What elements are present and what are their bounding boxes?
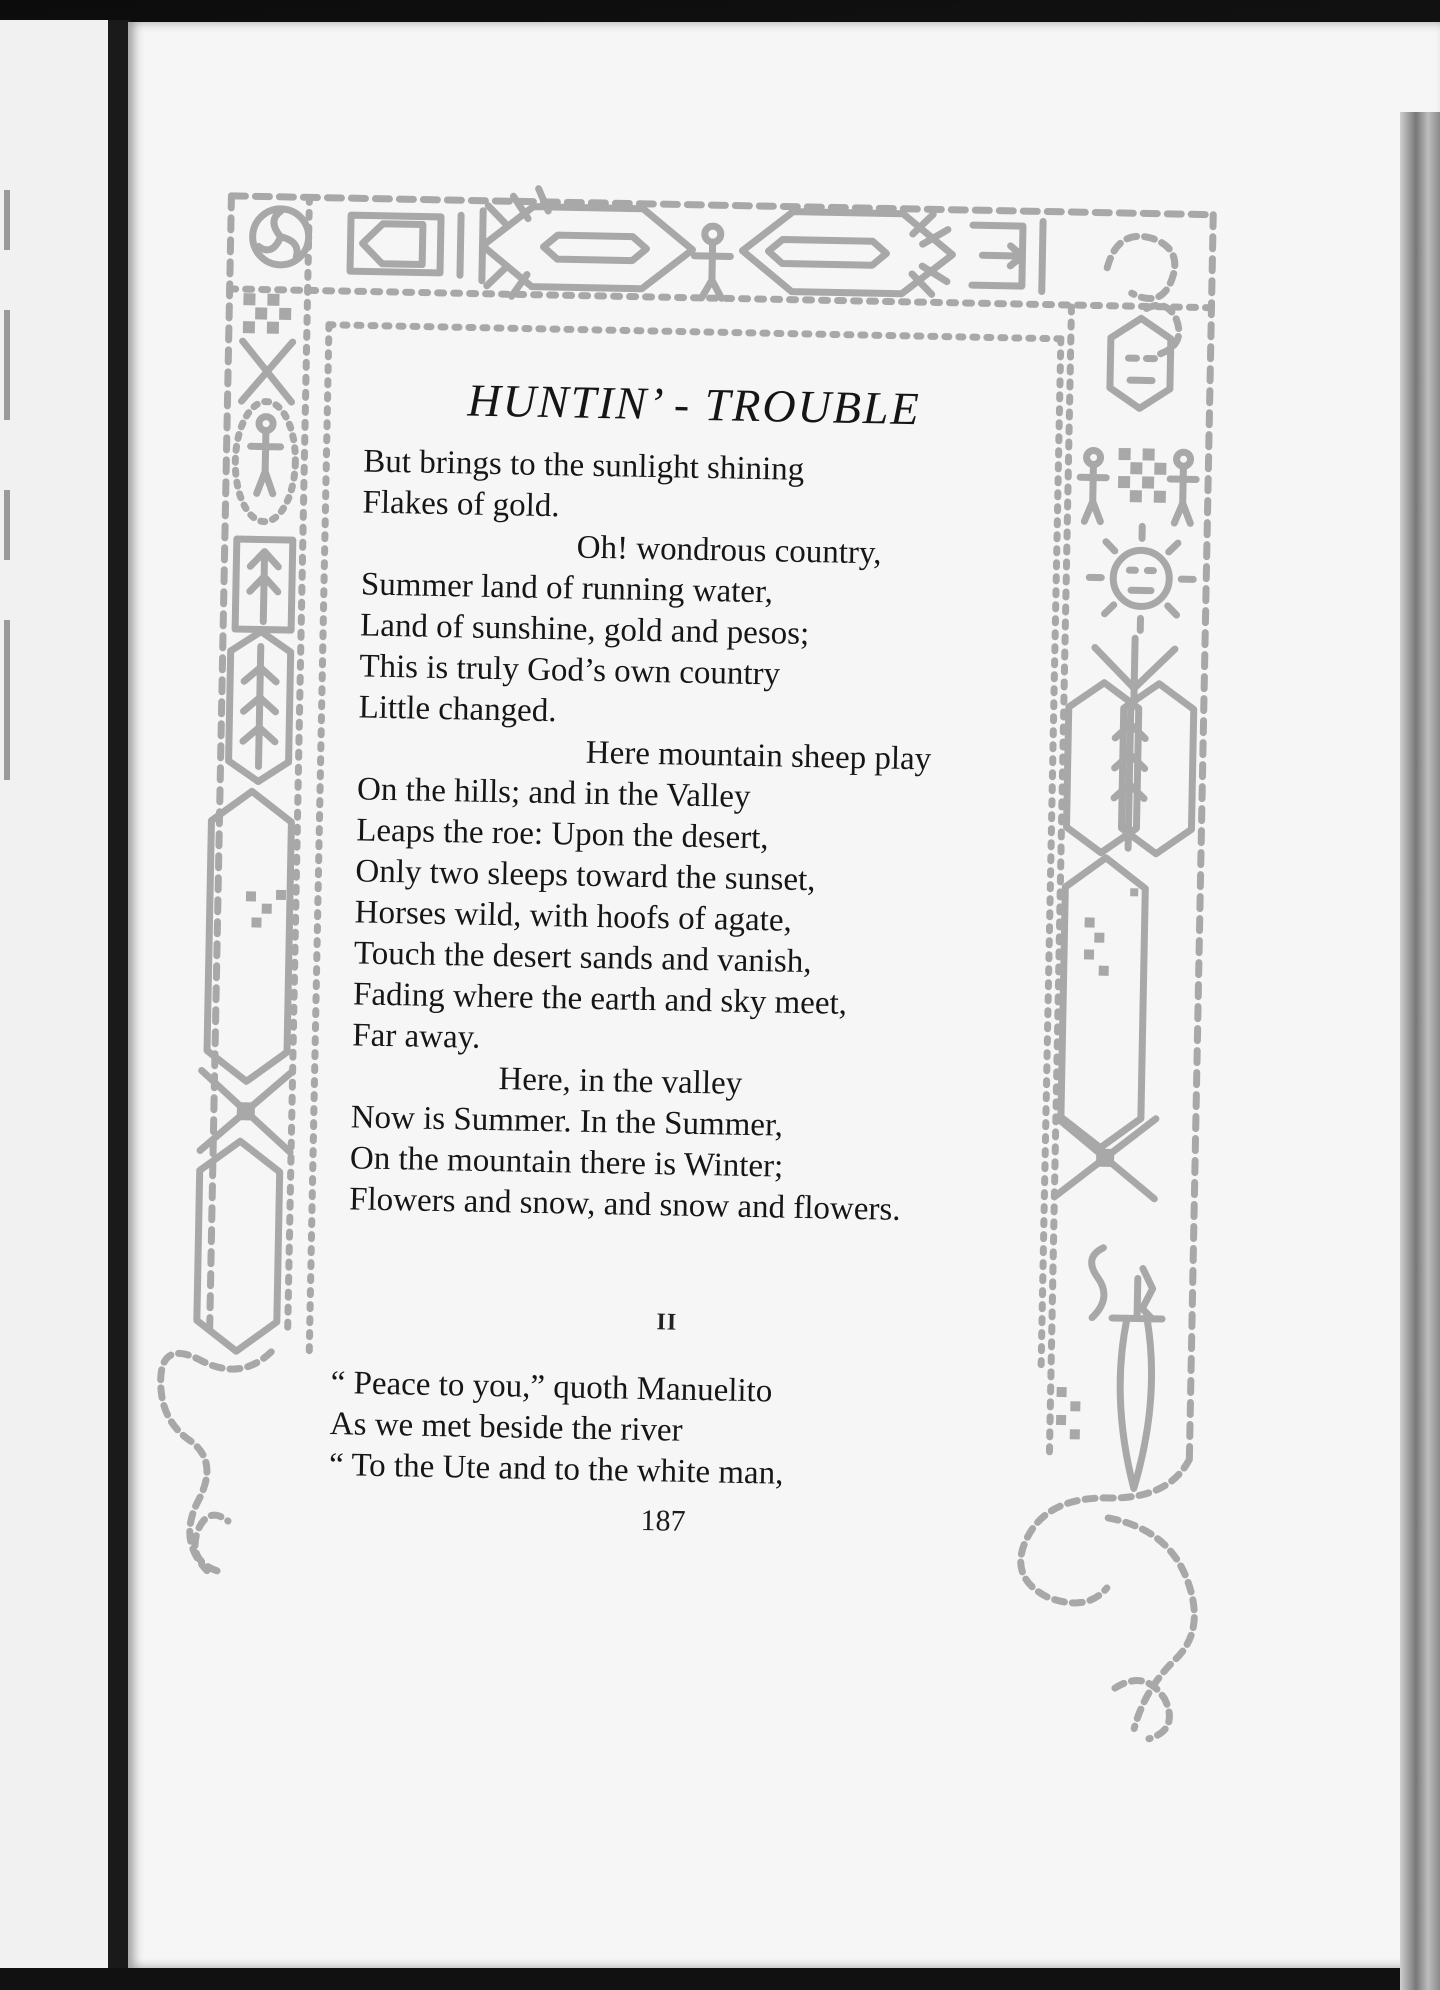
verse-line: “ Peace to you,” quoth Manuelito [330, 1365, 773, 1410]
verse-line: Flowers and snow, and snow and flowers. [348, 1181, 901, 1228]
verse-line: Flakes of gold. [362, 484, 560, 525]
verse-line: Here mountain sheep play [585, 734, 932, 778]
page-number: 187 [640, 1503, 686, 1538]
verse-line: Far away. [351, 1017, 481, 1056]
human-figure-icon [1079, 450, 1196, 523]
verse-line: Here, in the valley [498, 1061, 743, 1102]
standing-figure [250, 416, 281, 494]
section-number: II [656, 1309, 678, 1336]
arrow-feather-icon [235, 539, 293, 630]
verse-line: But brings to the sunlight shining [363, 443, 805, 488]
feather-shield-right [1066, 682, 1194, 854]
verse-line: Now is Summer. In the Summer, [350, 1099, 784, 1144]
verse-line: On the hills; and in the Valley [356, 771, 751, 815]
feather-shield-left [228, 631, 291, 782]
verse-line: On the mountain there is Winter; [349, 1140, 784, 1185]
top-hexagon-left [350, 208, 483, 281]
verse-line: This is truly God’s own country [359, 648, 781, 693]
checker-block-lower-right [1056, 1387, 1081, 1439]
diamond-cross-right [1054, 1117, 1156, 1199]
checker-block-right [1118, 448, 1167, 503]
verse-line: Horses wild, with hoofs of agate, [354, 894, 793, 939]
top-band [228, 183, 1214, 410]
dagger-icon [1087, 1248, 1163, 1489]
verse-line: Land of sunshine, gold and pesos; [359, 607, 810, 653]
left-column [157, 195, 309, 1572]
hexagon-panel-right [1060, 857, 1146, 1148]
verse-stanza-1 [349, 441, 1004, 1232]
feather-diamond-right [742, 211, 953, 295]
arrow-feather-icon [972, 220, 1043, 291]
verse-line: Oh! wondrous country, [576, 529, 882, 572]
verse-line: Leaps the roe: Upon the desert, [355, 812, 769, 857]
verse-line: Touch the desert sands and vanish, [353, 935, 812, 981]
human-figure-icon [694, 226, 731, 299]
dot-cluster-right [1084, 887, 1139, 976]
scroll-flourish-icon [1017, 1456, 1197, 1739]
sun-face-icon [1088, 525, 1194, 631]
verse-line: As we met beside the river [329, 1405, 683, 1449]
triskelion-icon [252, 208, 309, 265]
verse-stanza-2 [329, 1363, 971, 1498]
verse-line: Fading where the earth and sky meet, [352, 976, 848, 1022]
verse-line: Summer land of running water, [360, 566, 774, 611]
face-mask-icon [1110, 318, 1172, 409]
verse-line: Only two sleeps toward the sunset, [355, 853, 816, 899]
verse-line: Little changed. [358, 689, 557, 730]
checker-block-left [243, 293, 292, 334]
page-title: HUNTIN’ - TROUBLE [467, 374, 922, 435]
scroll-flourish-icon [157, 1350, 271, 1572]
dot-cluster-left [245, 889, 286, 928]
verse-line: “ To the Ute and to the white man, [328, 1446, 784, 1492]
